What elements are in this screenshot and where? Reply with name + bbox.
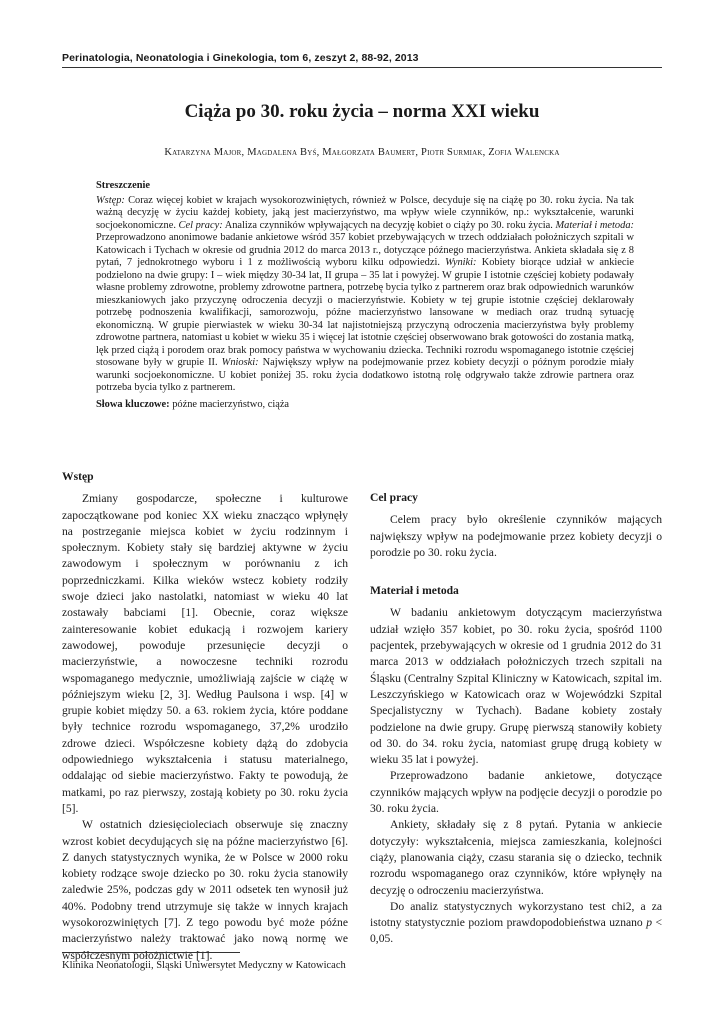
intro-paragraph-1: Zmiany gospodarcze, społeczne i kulturowe zapoczątkowane pod koniec XX wieku znacząco wpłynęły na postrzeganie miejsca kobiet w życiu rodzinnym i społecznym. Kobiety stały się bardziej aktywne w życiu zawodowym i społecznym w porównaniu z ich poprzedniczkami. Kilka wieków wstecz kobiety rodziły swoje dzieci jako nastolatki, natomiast w wieku 40 lat zostawały babciami [1]. Obecnie, coraz większe zainteresowanie kobiet edukacją i rozwojem kariery zawodowej, powoduje przesunięcie decyzji o macierzyństwie, a nowoczesne techniki rozrodu wspomaganego medycznie, umożliwiają zajście w ciążę w późniejszym wieku [2, 3]. Według Paulsona i wsp. [4] w grupie kobiet między 50. a 63. rokiem życia, które poddane były technice rozrodu wspomaganego, 37,2% urodziło zdrowe dzieci. Współczesne kobiety dążą do zdobycia odpowiedniego wykształcenia i statusu materialnego, oddalając od siebie macierzyństwo. Fakty te powodują, że matkami, po raz pierwszy, zostają kobiety po 30. roku życia [5]. <box>62 492 348 815</box>
author-list: Katarzyna Major, Magdalena Byś, Małgorzata Baumert, Piotr Surmiak, Zofia Walencka <box>164 147 560 158</box>
intro-heading: Wstęp <box>62 470 94 483</box>
stats-text-start: Do analiz statystycznych wykorzystano test chi2, a za istotny statystycznie poziom prawdopodobieństwa uznano <box>370 899 662 930</box>
abstract-methods-label: Materiał i metoda: <box>555 219 634 231</box>
keywords-label: Słowa kluczowe: <box>96 398 170 410</box>
abstract-aim-label: Cel pracy: <box>178 219 223 231</box>
methods-paragraph-2: Przeprowadzono badanie ankietowe, dotyczące czynników mających wpływ na podjęcie decyzji o porodzie po 30. roku życia. <box>370 769 662 816</box>
footnote-divider <box>62 952 240 953</box>
header-divider <box>62 67 662 68</box>
abstract-aim-text: Analiza czynników wpływających na decyzję kobiet o ciąży po 30. roku życia. <box>222 219 556 231</box>
article-title: Ciąża po 30. roku życia – norma XXI wieku <box>184 101 540 122</box>
keywords-line <box>96 399 634 412</box>
abstract-results-label: Wyniki: <box>445 257 477 268</box>
right-column <box>370 490 662 948</box>
aim-heading: Cel pracy <box>370 491 418 504</box>
keywords-text: późne macierzyństwo, ciąża <box>169 398 290 410</box>
abstract-results-text: Kobiety biorące udział w ankiecie podzielono na dwie grupy: I – wiek między 30-34 lat, II grupa – 35 lat i powyżej. W grupie I istotnie częściej kobiety podawały własne problemy zdrowotne, problemy zdrowotne partnera, potrzebę bycia tylko z partnerem oraz brak odpowiednich warunków mieszkaniowych jako przyczynę odroczenia decyzji o macierzyństwie. Kobiety w tej grupie istotnie częściej deklarowały potrzebę podnoszenia kwalifikacji, samorozwoju, późne macierzyństwo lansowane w mediach oraz trudną sytuację ekonomiczną. W grupie pierwiastek w wieku 30-34 lat najistotniejszą przyczyną odroczenia macierzyństwa były problemy zdrowotne partnera, natomiast u kobiet w wieku 35 i więcej lat istotnie częściej obserwowano brak gotowości do zostania matką, lęk przed ciążą i porodem oraz brak pomocy państwa w wychowaniu dziecka. Techniki rozrodu wspomaganego istotnie częściej stosowane były w grupie II. <box>96 257 635 368</box>
abstract-body <box>96 195 634 395</box>
abstract-conclusions-label: Wnioski: <box>221 357 259 368</box>
aim-paragraph: Celem pracy było określenie czynników mających największy wpływ na podejmowanie przez kobiety decyzji o porodzie po 30. roku życia. <box>370 513 662 559</box>
journal-header: Perinatologia, Neonatologia i Ginekologia, tom 6, zeszyt 2, 88-92, 2013 <box>62 52 419 64</box>
abstract-conclusions-text: Największy wpływ na podejmowanie przez kobiety decyzji o późnym porodzie miały warunki socjoekonomiczne. U kobiet poniżej 35. roku życia dodatkowo istotną rolę odgrywało także zdrowie partnera oraz potrzeba bycia tylko z partnerem. <box>96 357 634 393</box>
methods-paragraph-1: W badaniu ankietowym dotyczącym macierzyństwa udział wzięło 357 kobiet, po 30. roku życia, spośród 1100 pacjentek, przebywających w okresie od 1 grudnia 2012 do 31 marca 2013 w oddziałach położniczych trzech szpitali na Śląsku (Centralny Szpital Kliniczny w Katowicach, szpital im. Leszczyńskiego w Katowicach oraz w Wojewódzki Szpital Specjalistyczny w Tychach). Badane kobiety zostały podzielone na dwie grupy. Grupę pierwszą stanowiły kobiety od 30. do 34. roku życia, natomiast grupę drugą kobiety w wieku 35 lat i powyżej. <box>370 606 662 767</box>
methods-heading: Materiał i metoda <box>370 584 459 598</box>
abstract-heading: Streszczenie <box>96 180 151 191</box>
left-column <box>62 469 348 964</box>
methods-paragraph-3: Ankiety, składały się z 8 pytań. Pytania w ankiecie dotyczyły: wykształcenia, miejsca zamieszkania, kolejności ciąży, planowania ciąży, czasu starania się o dziecko, technik rozrodu wspomaganego oraz czynników, które wpłynęły na decyzję o odroczeniu macierzyństwa. <box>370 818 662 897</box>
stats-text-end: < 0,05. <box>370 916 663 946</box>
intro-paragraph-2: W ostatnich dziesięcioleciach obserwuje się znaczny wzrost kobiet decydujących się na późne macierzyństwo [6]. Z danych statystycznych wynika, że w Polsce w 2000 roku kobiety rodzące swoje dziecko po 30. roku życia stanowiły zaledwie 25%, podczas gdy w 2011 odsetek ten wynosił już 40%. Podobny trend utrzymuje się także w innych krajach wysokorozwiniętych [7]. Z tego powodu być może późne macierzyństwo należy traktować jako nową normę we współczesnym położnictwie [1]. <box>62 818 348 962</box>
p-symbol: p <box>646 916 652 930</box>
abstract-intro-text: Coraz więcej kobiet w krajach wysokorozwiniętych, również w Polsce, decyduje się na ciążę po 30. roku życia. Na tak ważną decyzję w życiu każdej kobiety, jaką jest macierzyństwo, ma wpływ wiele czynników, np.: wykształcenie, warunki socjoekonomiczne. <box>96 194 634 231</box>
affiliation-footnote: Klinika Neonatologii, Śląski Uniwersytet Medyczny w Katowicach <box>62 960 346 971</box>
abstract-block <box>96 180 634 411</box>
methods-paragraph-4 <box>370 899 662 948</box>
abstract-intro-label: Wstęp: <box>96 194 125 206</box>
abstract-methods-text: Przeprowadzono anonimowe badanie ankietowe wśród 357 kobiet przebywających w trzech oddziałach położniczych szpitali w Katowicach i Tychach w okresie od grudnia 2012 do marca 2013 r., dotyczące późnego macierzyństwa. Ankieta składała się z 8 pytań, 7 jednokrotnego wyboru i 1 z możliwością wyboru kilku odpowiedzi. <box>96 232 634 268</box>
